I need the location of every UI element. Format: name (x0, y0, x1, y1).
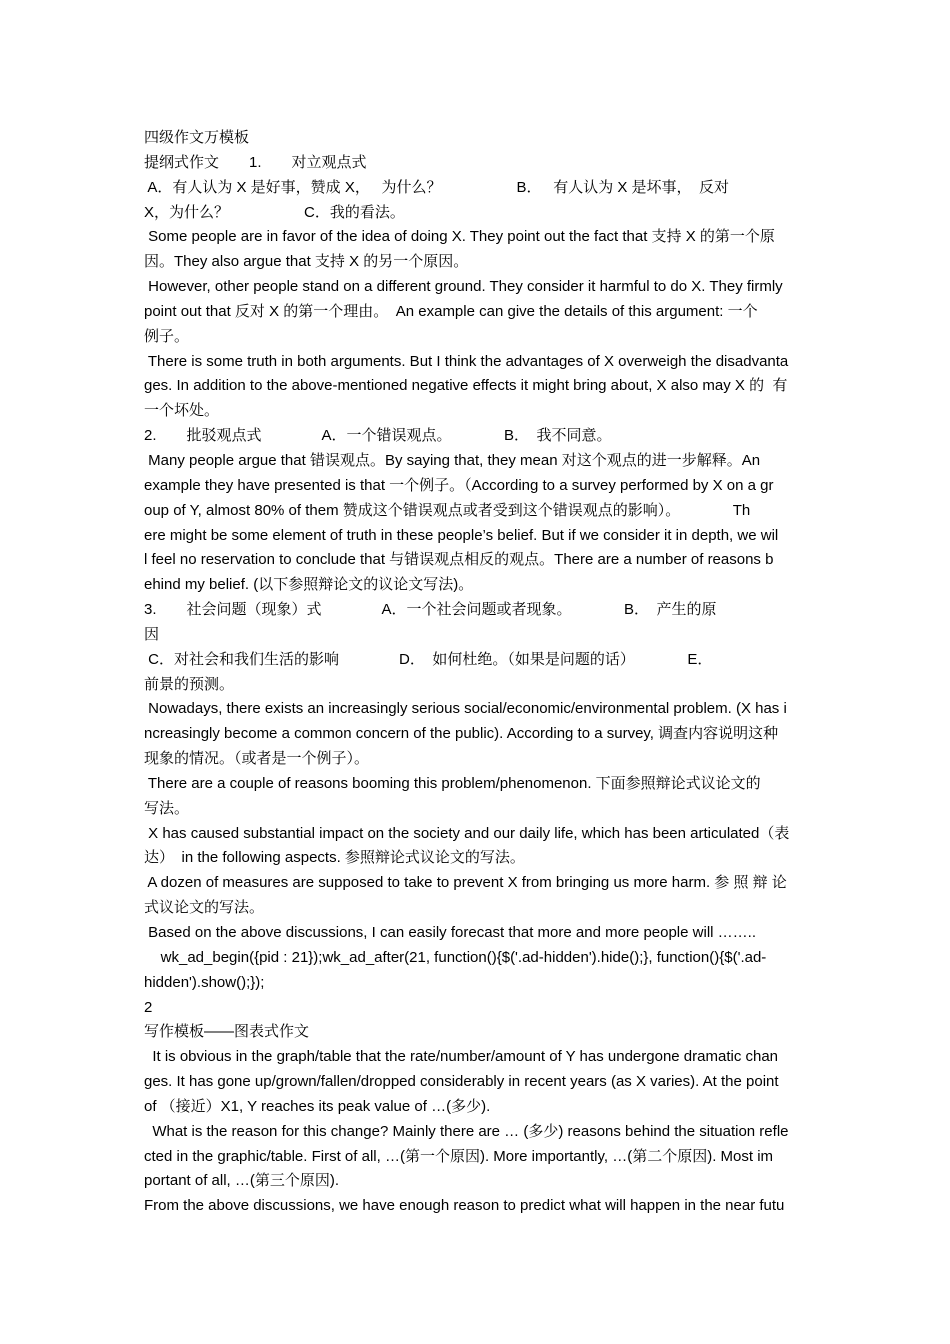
text-line: ere might be some element of truth in these people’s belief. But if we consider it in depth, we wil (144, 526, 779, 544)
text-line: ehind my belief. (以下参照辩论文的议论文写法)。 (144, 576, 474, 594)
text-line: 一个坏处。 (144, 402, 220, 420)
text-line: 提纲式作文 1. 对立观点式 (144, 153, 367, 171)
text-line: Some people are in favor of the idea of doing X. They point out the fact that 支持 X 的第一个原 (144, 228, 775, 246)
text-line: A dozen of measures are supposed to take to prevent X from bringing us more harm. 参 照 辩 论 (144, 874, 787, 892)
text-line: However, other people stand on a different ground. They consider it harmful to do X. They firmly (144, 278, 783, 296)
text-line: portant of all, …(第三个原因). (144, 1172, 340, 1190)
text-line: ges. It has gone up/grown/fallen/dropped considerably in recent years (as X varies). At the point (144, 1073, 779, 1091)
text-line: From the above discussions, we have enough reason to predict what will happen in the near futu (144, 1197, 785, 1215)
text-line: 写法。 (144, 799, 190, 817)
text-line: of （接近）X1, Y reaches its peak value of …(多少). (144, 1097, 491, 1115)
text-line: 2. 批驳观点式 A．一个错误观点。 B． 我不同意。 (144, 427, 612, 445)
text-line: oup of Y, almost 80% of them 赞成这个错误观点或者受到这个错误观点的影响）。 Th (144, 501, 751, 519)
text-line: 达） in the following aspects. 参照辩论式议论文的写法。 (144, 849, 525, 867)
text-line: 四级作文万模板 (144, 129, 250, 146)
text-line: 写作模板——图表式作文 (144, 1023, 310, 1041)
document-body (144, 126, 808, 1219)
text-line: It is obvious in the graph/table that the rate/number/amount of Y has undergone dramatic chan (144, 1048, 779, 1066)
text-line: There are a couple of reasons booming this problem/phenomenon. 下面参照辩论式议论文的 (144, 774, 761, 792)
text-line: Nowadays, there exists an increasingly serious social/economic/environmental problem. (X has i (144, 700, 787, 718)
text-line: A．有人认为 X 是好事，赞成 X， 为什么？ B． 有人认为 X 是坏事， 反对 (144, 178, 730, 196)
text-line: wk_ad_begin({pid : 21});wk_ad_after(21, function(){$('.ad-hidden').hide();}, function(){$('.ad- (144, 948, 767, 966)
text-line: hidden').show();}); (144, 973, 265, 991)
text-line: 2 (144, 998, 153, 1016)
text-line: cted in the graphic/table. First of all, …(第一个原因). More importantly, …(第二个原因). Most im (144, 1147, 774, 1165)
text-line: ges. In addition to the above-mentioned negative effects it might bring about, X also may X 的 有 (144, 377, 788, 395)
text-line: What is the reason for this change? Mainly there are … (多少) reasons behind the situation refle (144, 1122, 789, 1140)
text-line: ncreasingly become a common concern of the public). According to a survey, 调查内容说明这种 (144, 725, 779, 743)
text-line: There is some truth in both arguments. But I think the advantages of X overweigh the disadvanta (144, 352, 789, 370)
text-line: Many people argue that 错误观点。By saying that, they mean 对这个观点的进一步解释。An (144, 451, 761, 469)
text-line: 因。They also argue that 支持 X 的另一个原因。 (144, 253, 469, 271)
text-line: 前景的预测。 (144, 675, 235, 693)
text-line: X，为什么？ C．我的看法。 (144, 203, 405, 221)
text-line: 因 (144, 625, 160, 643)
text-line: example they have presented is that 一个例子。（According to a survey performed by X on a gr (144, 476, 774, 494)
text-line: point out that 反对 X 的第一个理由。 An example can give the details of this argument: 一个 (144, 302, 758, 320)
text-line: 式议论文的写法。 (144, 899, 265, 917)
text-line: 现象的情况。（或者是一个例子）。 (144, 750, 370, 768)
text-line: 3. 社会问题（现象）式 A．一个社会问题或者现象。 B． 产生的原 (144, 601, 717, 619)
text-line: 例子。 (144, 327, 190, 345)
text-line: C．对社会和我们生活的影响 D． 如何杜绝。（如果是问题的话） E． (144, 650, 713, 668)
text-line: l feel no reservation to conclude that 与错误观点相反的观点。There are a number of reasons b (144, 551, 774, 569)
text-line: Based on the above discussions, I can easily forecast that more and more people will …….. (144, 924, 756, 941)
text-line: X has caused substantial impact on the society and our daily life, which has been articulated（表 (144, 824, 790, 842)
